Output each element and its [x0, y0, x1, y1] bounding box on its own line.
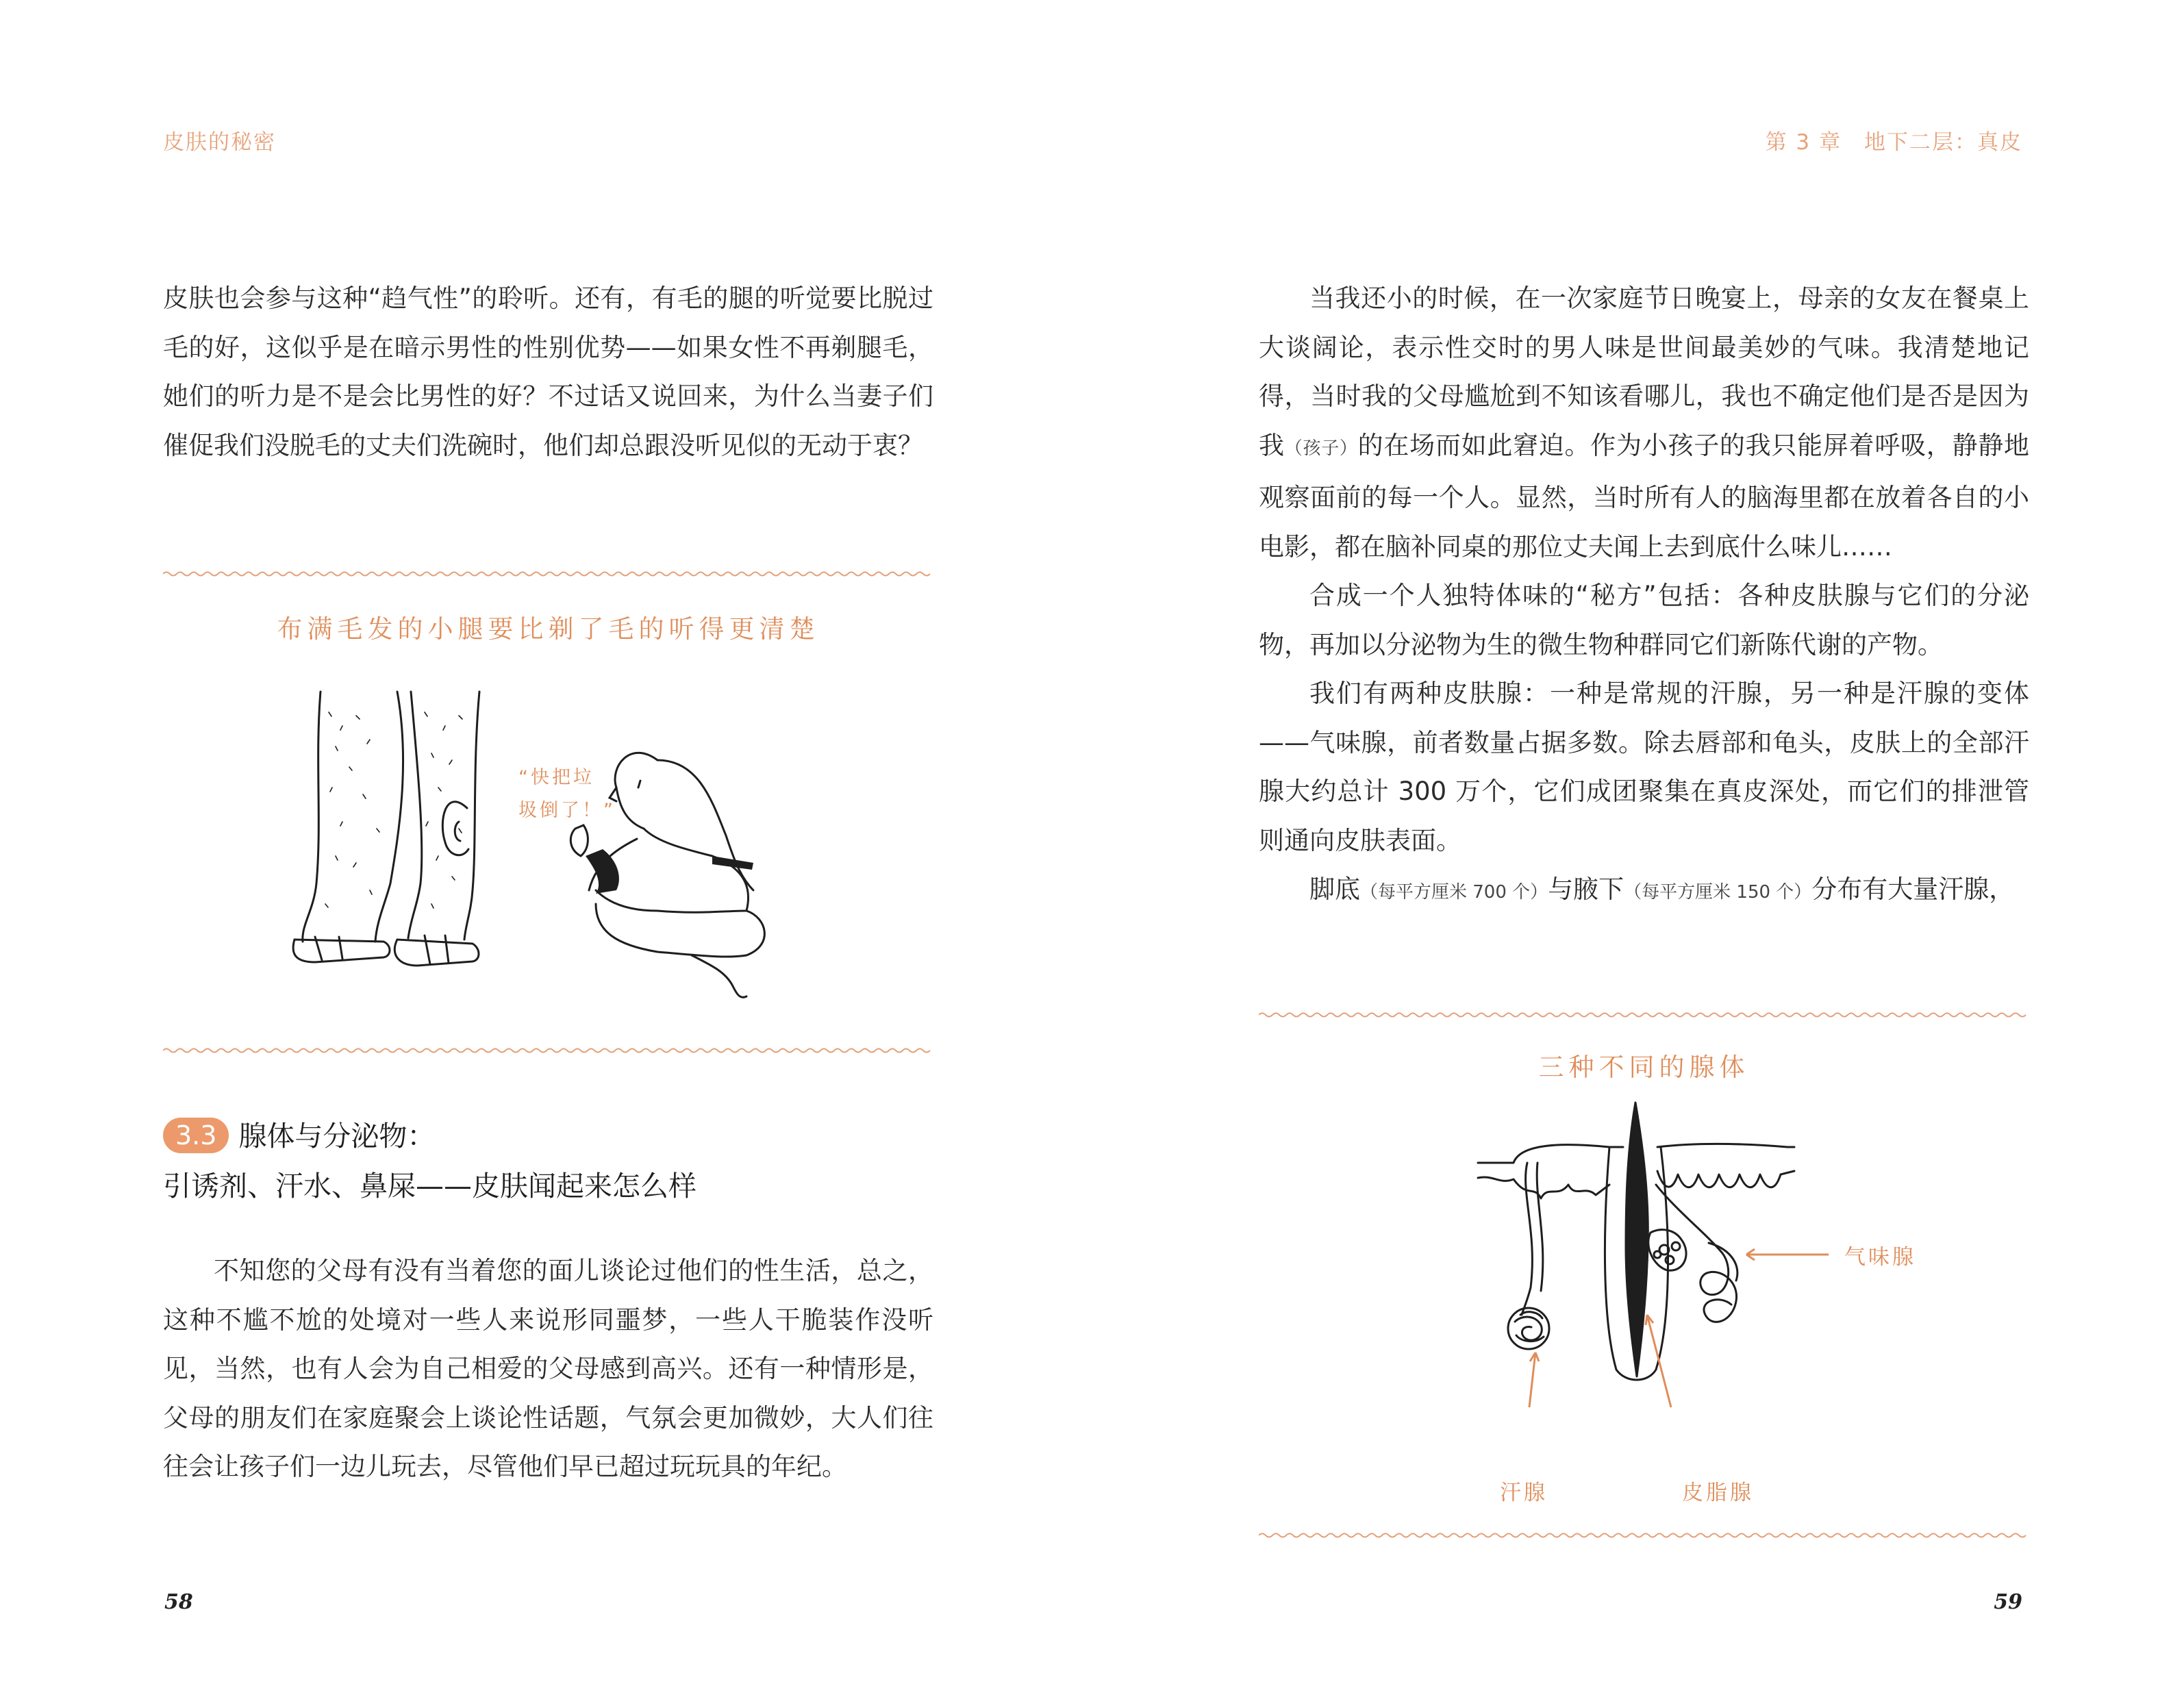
section-title-line1: 腺体与分泌物： [238, 1120, 436, 1153]
page-number-left: 58 [164, 1590, 193, 1614]
paragraph: 皮肤也会参与这种“趋气性”的聆听。还有，有毛的腿的听觉要比脱过毛的好，这似乎是在暗示男性的性别优势——如果女性不再剃腿毛，她们的听力是不是会比男性的好？不过话又说回来，为什么当妻子们催促我们没脱毛的丈夫们洗碗时，他们却总跟没听见似的无动于衷？ [163, 284, 933, 460]
paragraph [1259, 274, 2029, 571]
section-number-badge: 3.3 [163, 1118, 229, 1153]
inline-note: （每平方厘米 150 个） [1624, 882, 1812, 903]
left-running-header: 皮肤的秘密 [163, 130, 276, 155]
section-heading [163, 1111, 696, 1211]
right-paragraph-block [1259, 274, 2029, 918]
gland-diagram-illustration [1472, 1096, 1829, 1411]
text-run: 分布有大量汗腺， [1811, 874, 2015, 904]
left-figure-title: 布满毛发的小腿要比剃了毛的听得更清楚 [277, 614, 820, 644]
inline-note: （孩子） [1284, 438, 1358, 459]
text-run: 脚底 [1309, 874, 1360, 904]
hairy-legs-illustration [274, 685, 836, 1027]
paragraph: 我们有两种皮肤腺：一种是常规的汗腺，另一种是汗腺的变体——气味腺，前者数量占据多数。除去唇部和龟头，皮肤上的全部汗腺大约总计 300 万个，它们成团聚集在真皮深处，而它们的排泄管则通向皮肤表面。 [1259, 679, 2029, 855]
text-run: 当我还小的时候，在一次家庭节日晚宴上，母亲的女友在餐桌上大谈阔论，表示性交时的男人味是世间最美妙的气味。我清楚地记得，当时我的父母尴尬到不知该看哪儿，我也不确定他们是否是因为我 [1259, 284, 2029, 460]
paragraph: 不知您的父母有没有当着您的面儿谈论过他们的性生活，总之，这种不尴不尬的处境对一些人来说形同噩梦，一些人干脆装作没听见，当然，也有人会为自己相爱的父母感到高兴。还有一种情形是，父母的朋友们在家庭聚会上谈论性话题，气氛会更加微妙，大人们往往会让孩子们一边儿玩去，尽管他们早已超过玩玩具的年纪。 [163, 1256, 933, 1481]
left-paragraph-block-1 [163, 274, 933, 470]
paragraph [1259, 865, 2029, 918]
label-scent-gland: 气味腺 [1844, 1245, 1916, 1270]
right-figure-bottom-divider [1259, 1531, 2029, 1539]
text-run: 的在场而如此窘迫。作为小孩子的我只能屏着呼吸，静静地观察面前的每一个人。显然，当时所有人的脑海里都在放着各自的小电影，都在脑补同桌的那位丈夫闻上去到底什么味儿…… [1259, 430, 2029, 562]
left-paragraph-block-2 [163, 1246, 933, 1492]
right-figure-title: 三种不同的腺体 [1538, 1053, 1750, 1082]
right-running-header: 第 3 章 地下二层：真皮 [1765, 130, 2022, 155]
inline-note: （每平方厘米 700 个） [1360, 882, 1548, 903]
figure-top-divider [163, 570, 933, 578]
section-heading-line1 [163, 1111, 696, 1161]
right-figure-top-divider [1259, 1011, 2029, 1019]
section-title-line2: 引诱剂、汗水、鼻屎——皮肤闻起来怎么样 [163, 1170, 696, 1203]
speech-bubble-text [518, 762, 616, 827]
page-number-right: 59 [1994, 1590, 2022, 1614]
text-run: 与腋下 [1548, 874, 1624, 904]
label-sweat-gland: 汗腺 [1500, 1481, 1548, 1505]
label-sebaceous-gland: 皮脂腺 [1682, 1481, 1754, 1505]
speech-line: “快把垃 [518, 767, 594, 788]
paragraph: 合成一个人独特体味的“秘方”包括：各种皮肤腺与它们的分泌物，再加以分泌物为生的微生物种群同它们新陈代谢的产物。 [1259, 581, 2029, 659]
figure-bottom-divider [163, 1046, 933, 1055]
speech-line: 圾倒了！” [518, 800, 616, 821]
